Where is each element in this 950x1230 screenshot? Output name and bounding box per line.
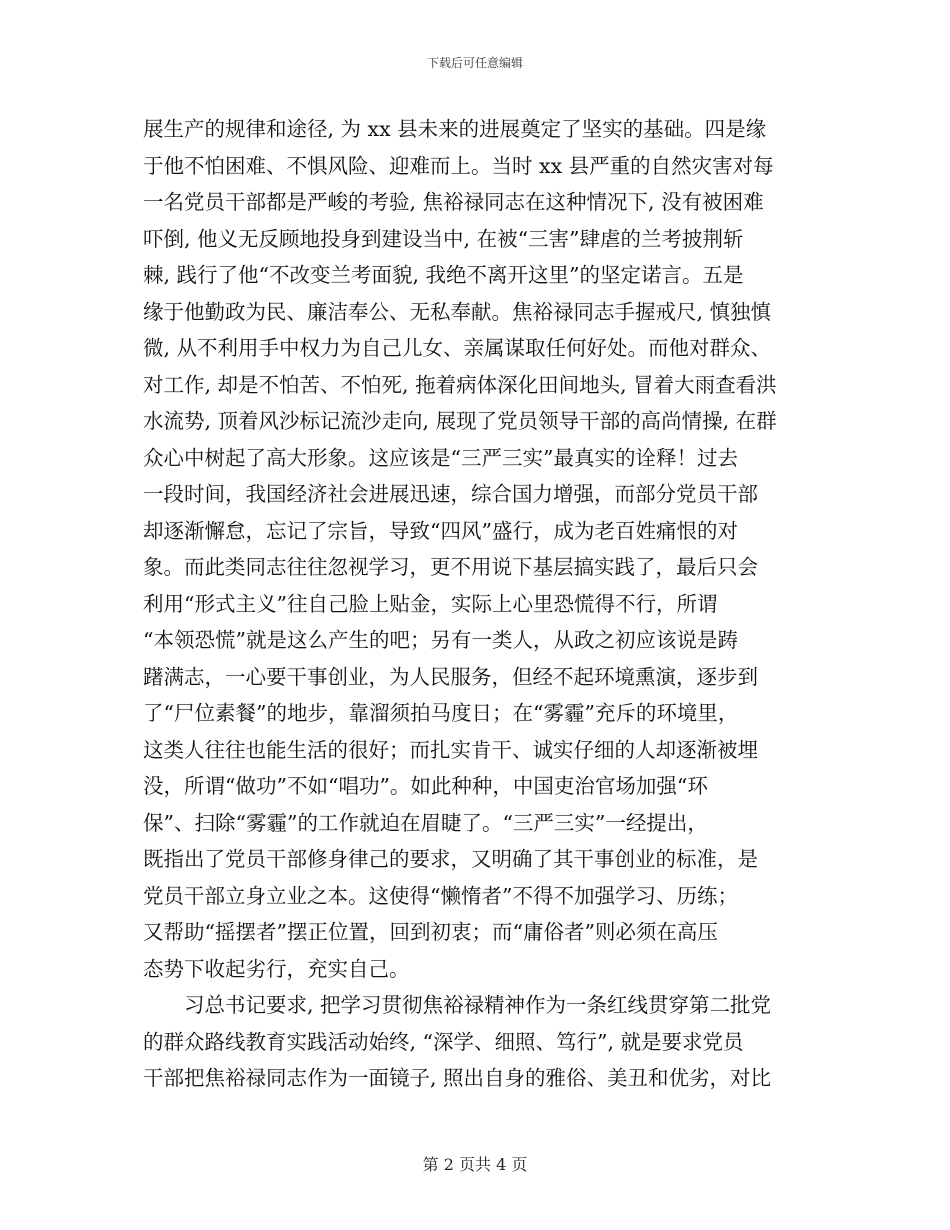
text-line: 的群众路线教育实践活动始终, “深学、细照、笃行”, 就是要求党员 bbox=[143, 1029, 744, 1054]
text-line: 既指出了党员干部修身律己的要求，又明确了其干事创业的标准，是 bbox=[143, 847, 758, 871]
text-line: 保”、扫除“雾霾”的工作就迫在眉睫了。“三严三实”一经提出， bbox=[143, 810, 708, 835]
text-line: 了“尸位素餐”的地步，靠溜须拍马度日；在“雾霾”充斥的环境里， bbox=[143, 701, 739, 725]
text-line: 缘于他勤政为民、廉洁奉公、无私奉献。焦裕禄同志手握戒尺, 慎独慎 bbox=[143, 299, 772, 324]
text-line: 习总书记要求, 把学习贯彻焦裕禄精神作为一条红线贯穿第二批党 bbox=[143, 993, 772, 1017]
text-line: 对工作, 却是不怕苦、不怕死, 拖着病体深化田间地头, 冒着大雨查看洪 bbox=[143, 372, 777, 397]
body-text bbox=[143, 111, 811, 1097]
text-line: 又帮助“摇摆者”摆正位置，回到初衷；而“庸俗者”则必须在高压 bbox=[143, 920, 718, 944]
text-line: 没，所谓“做功”不如“唱功”。如此种种，中国吏治官场加强“环 bbox=[143, 774, 708, 798]
text-line: 却逐渐懈怠，忘记了宗旨，导致“四风”盛行，成为老百姓痛恨的对 bbox=[143, 518, 738, 543]
text-line: 微, 从不利用手中权力为自己儿女、亲属谋取任何好处。而他对群众、 bbox=[143, 336, 772, 360]
text-line: 于他不怕困难、不惧风险、迎难而上。当时 xx 县严重的自然灾害对每 bbox=[143, 153, 774, 178]
text-line: 众心中树起了高大形象。这应该是“三严三实”最真实的诠释！过去 bbox=[143, 445, 738, 470]
text-line: 干部把焦裕禄同志作为一面镜子, 照出自身的雅俗、美丑和优劣，对比 bbox=[143, 1066, 772, 1090]
text-line: 躇满志，一心要干事创业，为人民服务，但经不起环境熏演，逐步到 bbox=[143, 664, 758, 689]
text-line: 态势下收起劣行，充实自己。 bbox=[143, 956, 410, 981]
text-line: 利用“形式主义”往自己脸上贴金，实际上心里恐慌得不行，所谓 bbox=[143, 591, 718, 616]
text-line: “本领恐慌”就是这么产生的吧；另有一类人，从政之初应该说是踌 bbox=[143, 628, 738, 652]
text-line: 吓倒, 他义无反顾地投身到建设当中, 在被“三害”肆虐的兰考披荆斩 bbox=[143, 226, 744, 251]
text-line: 象。而此类同志往往忽视学习，更不用说下基层搞实践了，最后只会 bbox=[143, 555, 758, 579]
text-line: 棘, 践行了他“不改变兰考面貌, 我绝不离开这里”的坚定诺言。五是 bbox=[143, 263, 744, 287]
page-number-footer: 第 2 页共 4 页 bbox=[422, 1155, 528, 1174]
text-line: 这类人往往也能生活的很好；而扎实肯干、诚实仔细的人却逐渐被埋 bbox=[143, 737, 758, 762]
text-line: 一名党员干部都是严峻的考验, 焦裕禄同志在这种情况下, 没有被困难 bbox=[143, 190, 764, 214]
text-line: 一段时间，我国经济社会进展迅速，综合国力增强，而部分党员干部 bbox=[143, 482, 758, 506]
text-line: 党员干部立身立业之本。这使得“懒惰者”不得不加强学习、历练； bbox=[143, 883, 738, 908]
text-line: 水流势, 顶着风沙标记流沙走向, 展现了党员领导干部的高尚情操, 在群 bbox=[143, 409, 777, 433]
page-header-note: 下载后可任意编辑 bbox=[426, 56, 523, 70]
text-line: 展生产的规律和途径, 为 xx 县未来的进展奠定了坚实的基础。四是缘 bbox=[143, 117, 767, 141]
